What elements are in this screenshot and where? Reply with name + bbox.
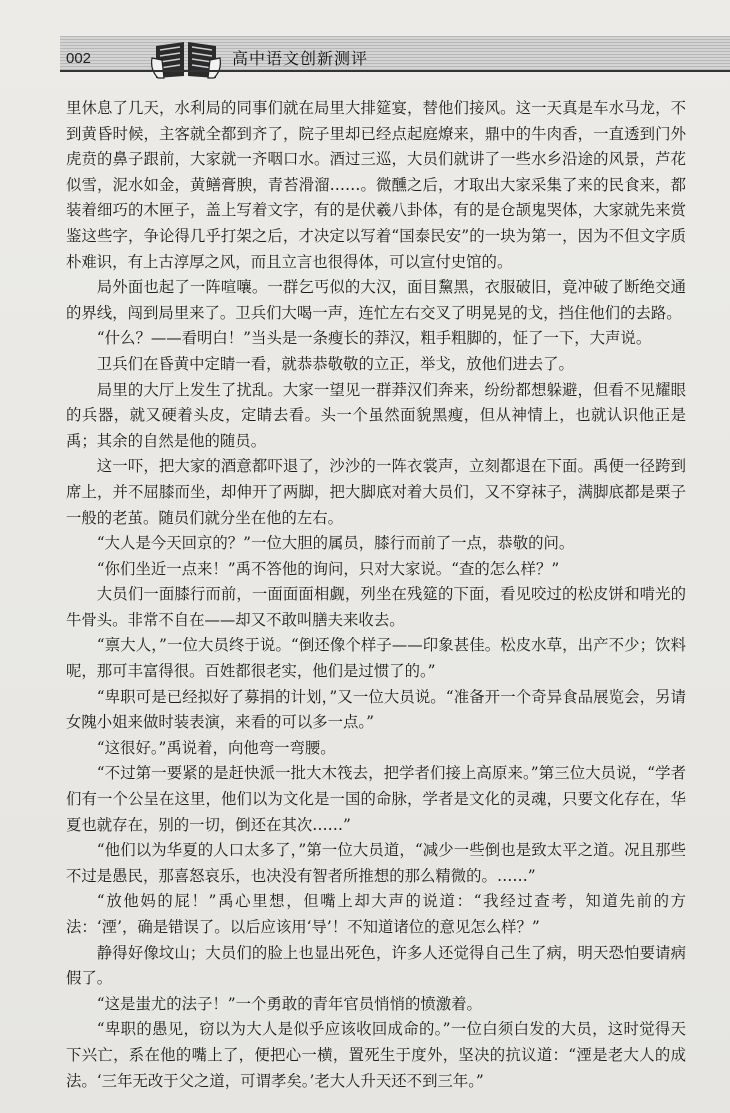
paragraph: “卑职可是已经拟好了募捐的计划，”又一位大员说。“准备开一个奇异食品展览会，另请女隗小姐来做时装表演，来看的可以多一点。” — [66, 687, 686, 732]
paragraph: 静得好像坟山；大员们的脸上也显出死色，许多人还觉得自己生了病，明天恐怕要请病假了。 — [66, 943, 686, 988]
paragraph: “放他妈的屁！”禹心里想，但嘴上却大声的说道：“我经过查考，知道先前的方法：‘湮’，确是错误了。以后应该用‘导’！不知道诸位的意见怎么样？” — [66, 892, 686, 936]
paragraph: 局里的大厅上发生了扰乱。大家一望见一群莽汉们奔来，纷纷都想躲避，但看不见耀眼的兵器，就又硬着头皮，定睛去看。头一个虽然面貌黑瘦，但从神情上，也就认识他正是禹；其余的自然是他的随员。 — [66, 380, 686, 450]
header-divider — [60, 70, 730, 72]
paragraph: “卑职的愚见，窃以为大人是似乎应该收回成命的。”一位白须白发的大员，这时觉得天下兴亡，系在他的嘴上了，便把心一横，置死生于度外，坚决的抗议道：“湮是老大人的成法。‘三年无改于父之道，可谓孝矣。’老大人升天还不到三年。” — [66, 1020, 686, 1090]
paragraph: 里休息了几天，水利局的同事们就在局里大排筵宴，替他们接风。这一天真是车水马龙，不到黄昏时候，主客就全都到齐了，院子里却已经点起庭燎来，鼎中的牛肉香，一直透到门外虎贲的鼻子跟前，大家就一齐咽口水。酒过三巡，大员们就讲了一些水乡沿途的风景，芦花似雪，泥水如金，黄鳝膏腴，青苔滑溜……。微醺之后，才取出大家采集了来的民食来，都装着细巧的木匣子，盖上写着文字，有的是伏羲八卦体，有的是仓颉鬼哭体，大家就先来赏鉴这些字，争论得几乎打架之后，才决定以写着“国泰民安”的一块为第一，因为不但文字质朴难识，有上古淳厚之风，而且立言也很得体，可以宣付史馆的。 — [66, 99, 686, 271]
paragraph: “禀大人，”一位大员终于说。“倒还像个样子——印象甚佳。松皮水草，出产不少；饮料呢，那可丰富得很。百姓都很老实，他们是过惯了的。” — [66, 636, 686, 681]
page-header — [0, 36, 730, 82]
paragraph: 卫兵们在昏黄中定睛一看，就恭恭敬敬的立正，举戈，放他们进去了。 — [96, 354, 574, 373]
paragraph: “你们坐近一点来！”禹不答他的询问，只对大家说。“查的怎么样？” — [96, 559, 560, 578]
paragraph: “什么？——看明白！”当头是一条瘦长的莽汉，粗手粗脚的，怔了一下，大声说。 — [96, 329, 652, 348]
paragraph: “大人是今天回京的？”一位大胆的属员，膝行而前了一点，恭敬的问。 — [96, 534, 575, 553]
paragraph: “他们以为华夏的人口太多了，”第一位大员道，“减少一些倒也是致太平之道。况且那些不过是愚民，那喜怒哀乐，也决没有智者所推想的那么精微的。……” — [66, 841, 686, 885]
paragraph: 局外面也起了一阵喧嚷。一群乞丐似的大汉，面目黧黑，衣服破旧，竟冲破了断绝交通的界线，闯到局里来了。卫兵们大喝一声，连忙左右交叉了明晃晃的戈，挡住他们的去路。 — [66, 278, 686, 322]
paragraph: “这很好。”禹说着，向他弯一弯腰。 — [96, 738, 336, 757]
paragraph: 大员们一面膝行而前，一面面面相觑，列坐在残筵的下面，看见咬过的松皮饼和啃光的牛骨头。非常不自在——却又不敢叫膳夫来收去。 — [66, 585, 686, 629]
paragraph: 这一吓，把大家的酒意都吓退了，沙沙的一阵衣裳声，立刻都退在下面。禹便一径跨到席上，并不屈膝而坐，却伸开了两脚，把大脚底对着大员们，又不穿袜子，满脚底都是栗子一般的老茧。随员们就分坐在他的左右。 — [66, 457, 686, 527]
paragraph: “不过第一要紧的是赶快派一批大木筏去，把学者们接上高原来。”第三位大员说，“学者们有一个公呈在这里，他们以为文化是一国的命脉，学者是文化的灵魂，只要文化存在，华夏也就存在，别的一切，倒还在其次……” — [66, 764, 686, 834]
paragraph: “这是蚩尤的法子！”一个勇敢的青年官员悄悄的愤激着。 — [96, 994, 482, 1013]
page-number: 002 — [66, 50, 92, 67]
body-text — [66, 96, 686, 1094]
open-book-hands-icon — [150, 36, 222, 80]
book-title: 高中语文创新测评 — [232, 49, 369, 68]
